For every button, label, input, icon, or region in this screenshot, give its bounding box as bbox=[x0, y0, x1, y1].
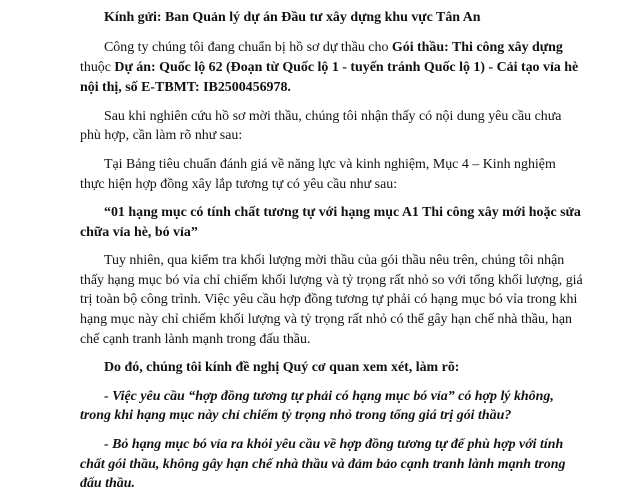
para1-intro-text: Công ty chúng tôi đang chuẩn bị hồ sơ dự thầu cho bbox=[104, 40, 392, 56]
request-heading: Do đó, chúng tôi kính đề nghị Quý cơ quan xem xét, làm rõ: bbox=[104, 360, 460, 376]
para4-line2: thấy hạng mục bó vỉa chỉ chiếm khối lượng và tỷ trọng rất nhỏ so với tổng khối lượng, giá bbox=[80, 272, 583, 288]
para1-of-text: thuộc bbox=[80, 59, 115, 75]
para4-line5: chế cạnh tranh lành mạnh trong đấu thầu. bbox=[80, 331, 311, 347]
para4-line4: hạng mục này chỉ chiếm khối lượng và tỷ trọng rất nhỏ có thể gây hạn chế nhà thầu, hạn bbox=[80, 312, 572, 328]
para3-line1: Tại Bảng tiêu chuẩn đánh giá về năng lực và kinh nghiệm, Mục 4 – Kinh nghiệm bbox=[104, 156, 556, 172]
para2-line2: phù hợp, cần làm rõ như sau: bbox=[80, 128, 243, 144]
para2-line1: Sau khi nghiên cứu hồ sơ mời thầu, chúng tôi nhận thấy có nội dung yêu cầu chưa bbox=[104, 108, 562, 124]
para4-line1: Tuy nhiên, qua kiểm tra khối lượng mời thầu của gói thầu nêu trên, chúng tôi nhận bbox=[104, 253, 565, 268]
item1-line2: trong khi hạng mục này chỉ chiếm tỷ trọng nhỏ trong tổng giá trị gói thầu? bbox=[80, 408, 512, 424]
package-name: Gói thầu: Thi công xây dựng bbox=[391, 40, 563, 56]
quote-line1: “01 hạng mục có tính chất tương tự với hạng mục A1 Thi công xây mới hoặc sửa bbox=[104, 204, 581, 220]
quote-line2: chữa vỉa hè, bó vỉa” bbox=[80, 224, 198, 240]
salutation: Kính gửi: Ban Quản lý dự án Đầu tư xây dựng khu vực Tân An bbox=[104, 10, 481, 25]
para3-line2: thực hiện hợp đồng xây lắp tương tự có yêu cầu như sau: bbox=[80, 176, 398, 192]
item1-line1: - Việc yêu cầu “hợp đồng tương tự phải có hạng mục bó vỉa” có hợp lý không, bbox=[104, 388, 554, 404]
item2-line3: đấu thầu. bbox=[80, 476, 135, 492]
para1-line3: nội thị, số E-TBMT: IB2500456978. bbox=[80, 79, 291, 95]
project-name: Dự án: Quốc lộ 62 (Đoạn từ Quốc lộ 1 - tuyến tránh Quốc lộ 1) - Cải tạo vỉa hè bbox=[114, 59, 579, 75]
para4-line3: trị toàn bộ công trình. Việc yêu cầu hợp đồng tương tự phải có hạng mục bó vỉa trong khi bbox=[80, 292, 578, 308]
item2-line2: chất gói thầu, không gây hạn chế nhà thầu và đảm bảo cạnh tranh lành mạnh trong bbox=[80, 456, 566, 472]
item2-line1: - Bỏ hạng mục bó vỉa ra khỏi yêu cầu về hợp đồng tương tự để phù hợp với tính bbox=[104, 436, 564, 452]
